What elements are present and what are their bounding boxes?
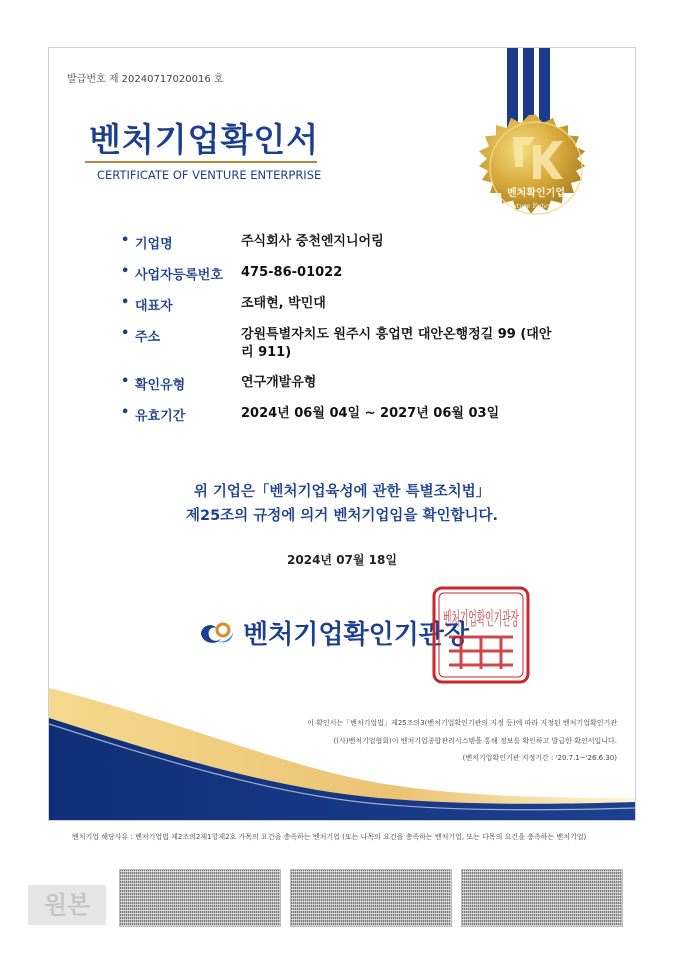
field-row-company xyxy=(121,233,591,252)
field-value: 2024년 06월 04일 ~ 2027년 06월 03일 xyxy=(241,406,500,421)
certificate xyxy=(48,47,636,821)
confirmation-statement xyxy=(49,480,635,528)
bullet: • xyxy=(121,405,130,420)
venture-association-logo-icon xyxy=(199,620,235,646)
medal-sublabel: Venture Enterprise xyxy=(504,202,568,210)
field-row-type xyxy=(121,374,591,393)
field-label: 주소 xyxy=(135,330,161,345)
verification-code-2 xyxy=(290,869,452,927)
issue-number: 발급번호 제 20240717020016 호 xyxy=(67,74,224,85)
certificate-title: 벤처기업확인서 xyxy=(89,120,320,159)
field-row-validity xyxy=(121,405,591,424)
verification-code-3 xyxy=(461,869,623,927)
certificate-subtitle: CERTIFICATE OF VENTURE ENTERPRISE xyxy=(97,168,322,182)
field-value: 강원특별자치도 원주시 흥업면 대안온행정길 99 (대안리 911) xyxy=(241,327,552,360)
field-value: 주식회사 중천엔지니어링 xyxy=(241,234,384,249)
field-value: 475-86-01022 xyxy=(241,265,343,280)
seal-text: 벤처기업확인기관장 xyxy=(443,609,600,630)
venture-medal-icon xyxy=(473,105,599,231)
field-row-address xyxy=(121,326,591,362)
certificate-fields xyxy=(121,233,591,436)
original-watermark: 원본 xyxy=(28,885,106,925)
bullet: • xyxy=(121,295,130,310)
medal-label: 벤처확인기업 xyxy=(507,188,565,199)
field-label: 확인유형 xyxy=(135,378,186,393)
field-value: 연구개발유형 xyxy=(241,375,317,390)
confirmation-line: 제25조의 규정에 의거 벤처기업임을 확인합니다. xyxy=(185,508,498,524)
bullet: • xyxy=(121,233,130,248)
field-row-business-number xyxy=(121,264,591,283)
issuer-block xyxy=(199,614,469,651)
field-row-representative xyxy=(121,295,591,314)
bullet: • xyxy=(121,326,130,341)
venture-criteria-footer: 벤처기업 해당사유 : 벤처기업법 제2조의2제1항제2호 가목의 요건을 충족하는 벤처기업 (또는 나목의 요건을 충족하는 벤처기업, 또는 다목의 요건을 충족하는 벤처기업) xyxy=(72,833,587,841)
field-label: 기업명 xyxy=(135,237,173,252)
field-label: 대표자 xyxy=(135,299,173,314)
field-label: 사업자등록번호 xyxy=(135,268,223,283)
issue-date: 2024년 07월 18일 xyxy=(287,553,397,567)
designation-period-note: (벤처기업확인기관 지정기간 : '20.7.1~'26.6.30) xyxy=(462,754,617,762)
field-value: 조태현, 박민대 xyxy=(241,296,326,311)
field-label: 유효기간 xyxy=(135,409,186,424)
confirmation-line: 위 기업은「벤처기업육성에 관한 특별조치법」 xyxy=(193,484,491,500)
verification-code-1 xyxy=(119,869,281,927)
issuer-name: 벤처기업확인기관장 xyxy=(243,620,470,650)
decorative-wave xyxy=(49,648,635,820)
issuance-note: 이 확인서는「벤처기업법」제25조의3(벤처기업확인기관의 지정 등)에 따라 지정된 벤처기업확인기관 xyxy=(307,719,617,727)
bullet: • xyxy=(121,374,130,389)
bullet: • xyxy=(121,264,130,279)
title-underline xyxy=(85,161,317,163)
issuance-note: ((사)벤처기업협회)이 벤처기업종합관리시스템을 통해 정보를 확인하고 발급한 확인서입니다. xyxy=(333,737,617,745)
